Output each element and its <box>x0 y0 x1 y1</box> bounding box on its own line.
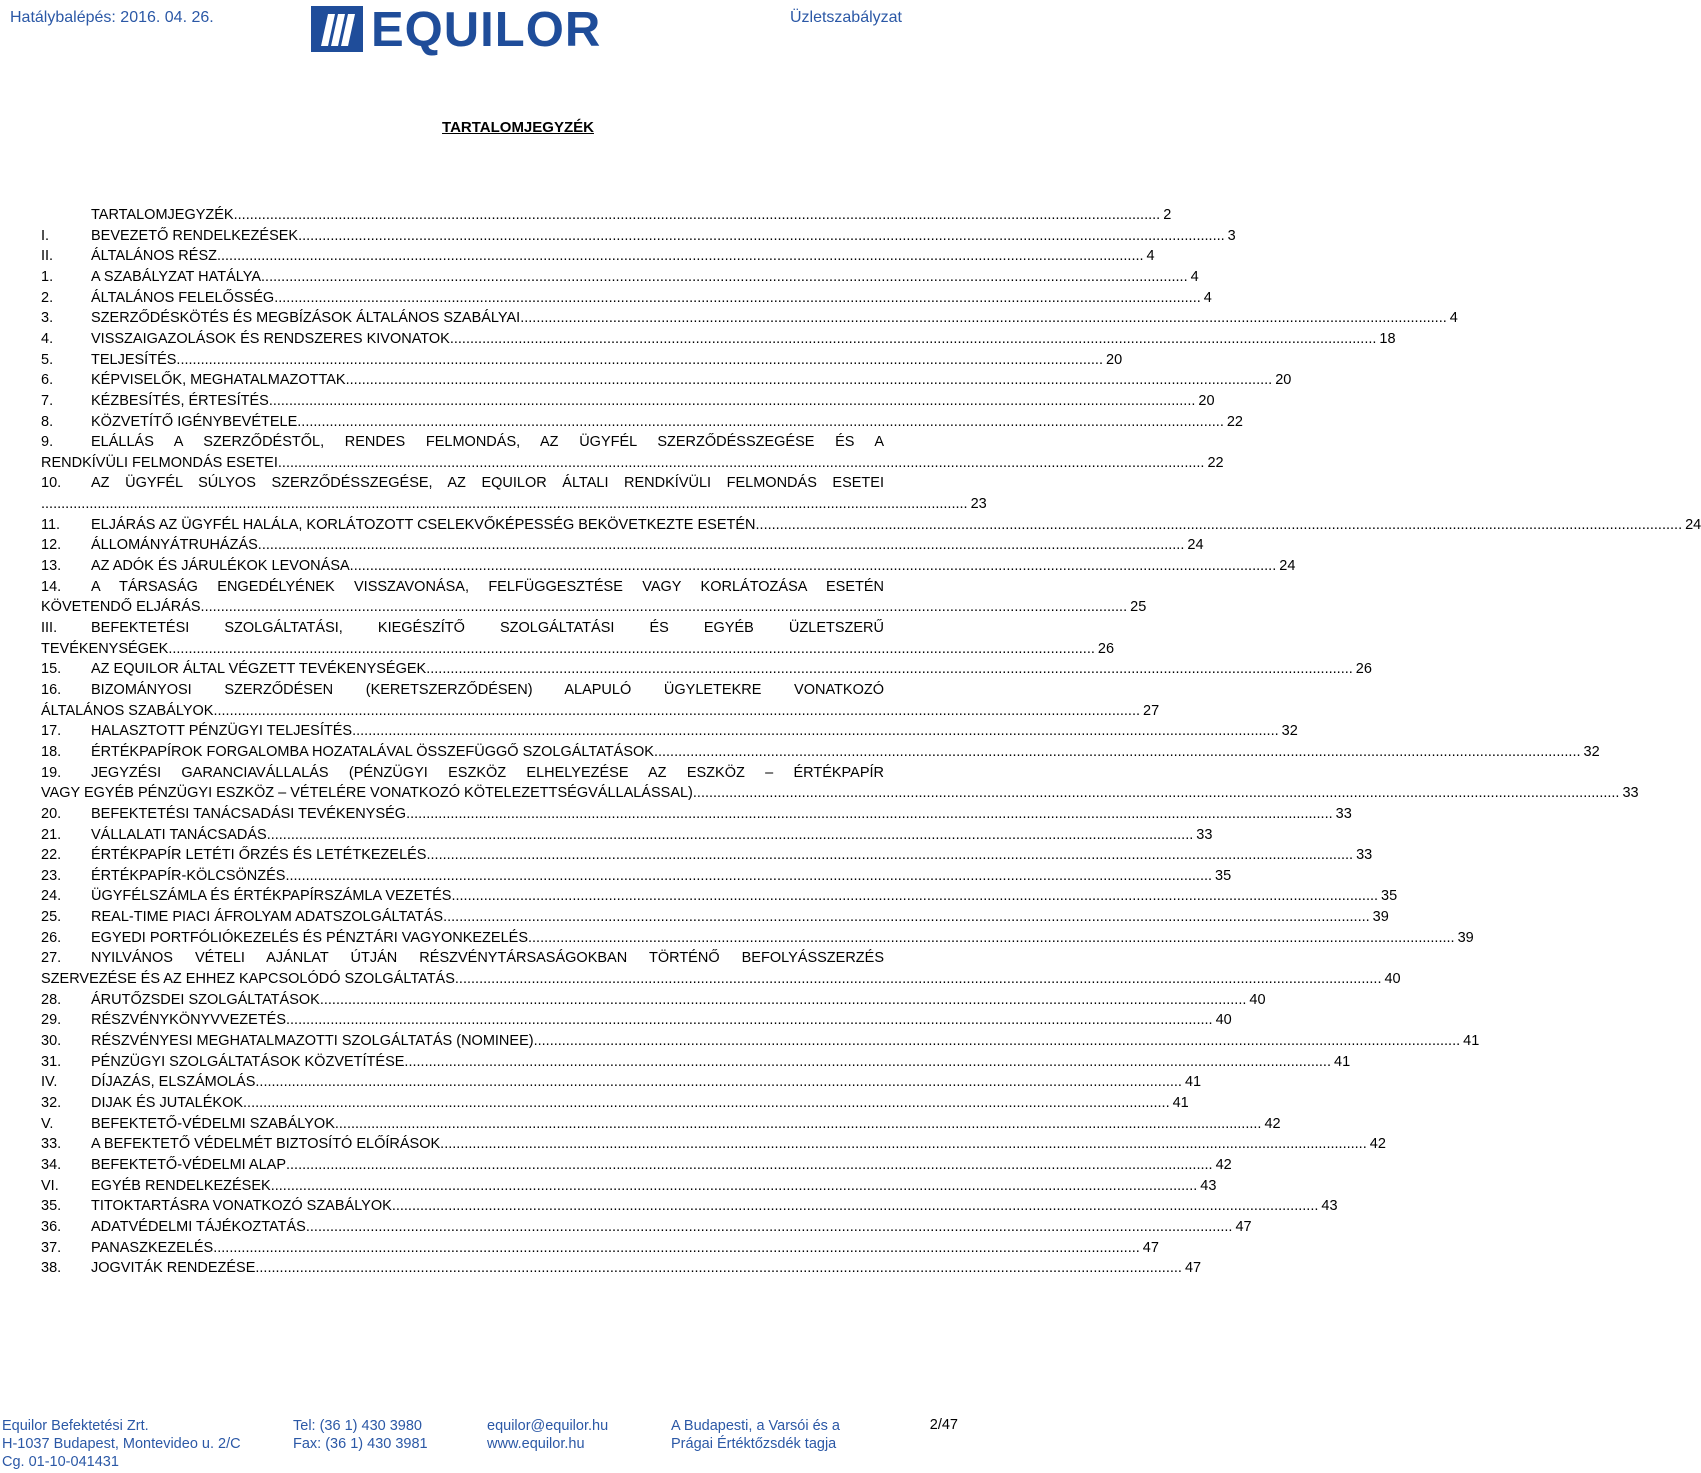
toc-entry-page: 24 <box>1187 537 1204 554</box>
toc-entry-number: 10. <box>41 475 62 492</box>
toc-entry[interactable] <box>41 226 1236 246</box>
toc-entry-title: ÁRUTŐZSDEI SZOLGÁLTATÁSOK <box>91 991 320 1008</box>
toc-entry-page: 47 <box>1142 1239 1159 1256</box>
toc-entry-title: ÁLLOMÁNYÁTRUHÁZÁS <box>91 537 258 554</box>
toc-entry[interactable] <box>41 329 1396 349</box>
toc-entry-title: ÉRTÉKPAPÍROK FORGALOMBA HOZATALÁVAL ÖSSZEFÜGGŐ SZOLGÁLTATÁSOK <box>91 743 654 760</box>
toc-entry-page: 24 <box>1685 516 1701 533</box>
toc-entry-title: PÉNZÜGYI SZOLGÁLTATÁSOK KÖZVETÍTÉSE <box>91 1053 405 1070</box>
toc-entry[interactable] <box>41 804 1352 824</box>
toc-leader-dots <box>404 1052 1331 1072</box>
toc-leader-dots <box>440 1134 1367 1154</box>
document-name: Üzletszabályzat <box>789 9 902 26</box>
toc-entry-number: 22. <box>41 847 62 864</box>
toc-entry-title: BEFEKTETŐ-VÉDELMI SZABÁLYOK <box>91 1115 335 1132</box>
toc-entry-number: 4. <box>41 330 54 347</box>
toc-entry-page: 27 <box>1143 702 1160 719</box>
toc-entry[interactable] <box>41 1072 1202 1092</box>
toc-entry[interactable] <box>41 246 1155 266</box>
toc-entry-number: 26. <box>41 929 62 946</box>
toc-entry-number: 31. <box>41 1053 62 1070</box>
toc-entry-page: 41 <box>1184 1074 1202 1091</box>
toc-entry-title: ÁLTALÁNOS FELELŐSSÉG <box>91 289 275 306</box>
toc-entry-number: V. <box>41 1115 54 1132</box>
toc-leader-dots <box>443 907 1370 927</box>
toc-leader-dots <box>255 1258 1182 1278</box>
toc-entry-page: 32 <box>1281 723 1298 740</box>
toc-entry-number: 32. <box>41 1094 62 1111</box>
toc-leader-dots <box>406 804 1333 824</box>
toc-entry[interactable] <box>41 1217 1252 1237</box>
toc-entry-page: 22 <box>1226 413 1243 430</box>
toc-entry-title: BEFEKTETÉSI TANÁCSADÁSI TEVÉKENYSÉG <box>91 805 407 822</box>
toc-entry-number: 37. <box>41 1239 62 1256</box>
toc-entry-title-continued: TEVÉKENYSÉGEK <box>41 640 169 657</box>
toc-leader-dots <box>213 701 1140 721</box>
toc-entry-number: VI. <box>41 1177 59 1194</box>
toc-entry-page: 39 <box>1372 909 1389 926</box>
toc-entry[interactable] <box>41 721 1298 741</box>
toc-entry[interactable] <box>41 886 1398 906</box>
page-title: TARTALOMJEGYZÉK <box>442 119 594 136</box>
toc-entry-page: 20 <box>1275 372 1292 389</box>
toc-entry-title: A SZABÁLYZAT HATÁLYA <box>91 268 262 285</box>
toc-entry[interactable] <box>41 866 1232 886</box>
toc-entry-page: 2 <box>1163 207 1172 223</box>
toc-entry-number: 21. <box>41 826 62 843</box>
toc-entry-title: ELÁLLÁS A SZERZŐDÉSTŐL, RENDES FELMONDÁS, AZ ÜGYFÉL SZERZŐDÉSSZEGÉSE ÉS A <box>91 434 884 451</box>
toc-entry[interactable] <box>41 742 1600 762</box>
toc-entry-number: 13. <box>41 558 62 575</box>
toc-leader-dots <box>426 659 1353 679</box>
toc-entry-title: VÁLLALATI TANÁCSADÁS <box>91 826 267 843</box>
toc-entry[interactable] <box>41 825 1213 845</box>
toc-entry-title: BIZOMÁNYOSI SZERZŐDÉSEN (KERETSZERZŐDÉSEN) ALAPULÓ ÜGYLETEKRE VONATKOZÓ <box>91 681 884 698</box>
toc-entry[interactable] <box>41 680 884 700</box>
toc-entry-number: 6. <box>41 372 54 389</box>
toc-entry-number: 9. <box>41 434 54 451</box>
toc-entry-title: KÉZBESÍTÉS, ÉRTESÍTÉS <box>91 392 269 409</box>
toc-entry-continuation[interactable] <box>41 969 1401 989</box>
toc-entry-title-continued: SZERVEZÉSE ÉS AZ EHHEZ KAPCSOLÓDÓ SZOLGÁLTATÁS <box>41 971 455 988</box>
toc-entry-number: 2. <box>41 289 54 306</box>
toc-entry-page: 43 <box>1200 1177 1217 1194</box>
toc-entry-title: EGYÉB RENDELKEZÉSEK <box>91 1177 271 1194</box>
toc-entry-page: 4 <box>1190 268 1199 285</box>
toc-entry-continuation[interactable] <box>41 494 987 514</box>
toc-entry-number: 20. <box>41 805 62 822</box>
toc-entry-title: RÉSZVÉNYKÖNYVVEZETÉS <box>91 1012 286 1029</box>
toc-leader-dots <box>756 515 1683 535</box>
toc-entry-page: 41 <box>1172 1094 1189 1111</box>
toc-leader-dots <box>455 969 1382 989</box>
footer-membership-block <box>671 1417 840 1453</box>
toc-entry-title: EGYEDI PORTFÓLIÓKEZELÉS ÉS PÉNZTÁRI VAGYONKEZELÉS <box>91 929 528 946</box>
toc-entry-title: TITOKTARTÁSRA VONATKOZÓ SZABÁLYOK <box>91 1198 392 1215</box>
toc-leader-dots <box>278 453 1205 473</box>
toc-leader-dots <box>450 329 1377 349</box>
toc-leader-dots <box>261 267 1188 287</box>
toc-entry[interactable] <box>41 1238 1159 1258</box>
toc-entry-title-continued: ÁLTALÁNOS SZABÁLYOK <box>41 702 214 719</box>
toc-entry-page: 26 <box>1355 661 1372 678</box>
toc-entry[interactable] <box>41 1155 1232 1175</box>
toc-entry-continuation[interactable] <box>41 597 1147 617</box>
toc-leader-dots <box>243 1093 1170 1113</box>
toc-entry-number: 12. <box>41 537 62 554</box>
toc-entry-page: 4 <box>1146 248 1155 265</box>
toc-entry-page: 4 <box>1449 310 1458 327</box>
toc-entry[interactable] <box>41 577 884 597</box>
toc-entry-title-continued: VAGY EGYÉB PÉNZÜGYI ESZKÖZ – VÉTELÉRE VONATKOZÓ KÖTELEZETTSÉGVÁLLALÁSSAL) <box>41 785 693 802</box>
footer-registration: Cg. 01-10-041431 <box>2 1454 119 1470</box>
toc-entry-page: 33 <box>1196 826 1213 843</box>
toc-entry-page: 22 <box>1207 454 1224 471</box>
toc-leader-dots <box>267 825 1194 845</box>
toc-entry-title: BEFEKTETÉSI SZOLGÁLTATÁSI, KIEGÉSZÍTŐ SZOLGÁLTATÁSI ÉS EGYÉB ÜZLETSZERŰ <box>91 620 884 636</box>
footer-web[interactable]: www.equilor.hu <box>487 1436 585 1452</box>
toc-entry-title: BEVEZETŐ RENDELKEZÉSEK <box>91 227 299 244</box>
toc-entry[interactable] <box>41 556 1296 576</box>
logo-mark-icon <box>311 6 363 52</box>
toc-entry-title: ÉRTÉKPAPÍR LETÉTI ŐRZÉS ÉS LETÉTKEZELÉS <box>91 847 427 864</box>
footer-email[interactable]: equilor@equilor.hu <box>487 1418 609 1434</box>
toc-entry-number: I. <box>41 227 50 244</box>
toc-entry[interactable] <box>41 288 1212 308</box>
toc-entry-number: 27. <box>41 950 62 967</box>
toc-entry[interactable] <box>41 205 1172 225</box>
toc-entry-number: 19. <box>41 764 62 781</box>
toc-entry-page: 33 <box>1335 805 1352 822</box>
toc-leader-dots <box>426 845 1353 865</box>
toc-entry[interactable] <box>41 659 1372 679</box>
toc-leader-dots <box>255 1072 1182 1092</box>
toc-leader-dots <box>41 494 968 514</box>
toc-entry[interactable] <box>41 370 1292 390</box>
toc-entry-number: 5. <box>41 351 54 368</box>
toc-entry[interactable] <box>41 1031 1480 1051</box>
footer-company-block <box>2 1417 241 1471</box>
toc-leader-dots <box>217 246 1144 266</box>
toc-entry[interactable] <box>41 845 1373 865</box>
toc-entry[interactable] <box>41 432 884 452</box>
page-footer <box>0 1414 960 1473</box>
toc-entry-page: 42 <box>1264 1115 1281 1132</box>
toc-entry-title: JEGYZÉSI GARANCIAVÁLLALÁS (PÉNZÜGYI ESZKÖZ ELHELYEZÉSE AZ ESZKÖZ – ÉRTÉKPAPÍR <box>91 764 884 781</box>
toc-entry-title: ÜGYFÉLSZÁMLA ÉS ÉRTÉKPAPÍRSZÁMLA VEZETÉS <box>91 888 452 905</box>
effective-date: Hatálybalépés: 2016. 04. 26. <box>10 9 214 26</box>
toc-entry-page: 33 <box>1356 847 1373 864</box>
toc-entry-title: ADATVÉDELMI TÁJÉKOZTATÁS <box>91 1218 306 1235</box>
toc-entry[interactable] <box>41 763 884 783</box>
toc-leader-dots <box>286 1010 1213 1030</box>
toc-entry-page: 40 <box>1384 971 1401 988</box>
toc-entry-title: BEFEKTETŐ-VÉDELMI ALAP <box>91 1156 286 1173</box>
toc-entry-page: 35 <box>1381 888 1398 905</box>
toc-leader-dots <box>269 391 1196 411</box>
page-header <box>0 0 960 60</box>
toc-entry-number: 3. <box>41 310 54 327</box>
toc-entry-title: SZERZŐDÉSKÖTÉS ÉS MEGBÍZÁSOK ÁLTALÁNOS SZABÁLYAI <box>91 310 521 327</box>
toc-entry-page: 41 <box>1463 1033 1480 1049</box>
toc-entry-number: 14. <box>41 578 62 595</box>
toc-entry[interactable] <box>41 473 884 493</box>
toc-leader-dots <box>168 639 1095 659</box>
footer-contact-block <box>487 1417 608 1453</box>
toc-leader-dots <box>534 1031 1461 1051</box>
toc-entry-number: 16. <box>41 681 62 698</box>
toc-entry-page: 23 <box>970 496 987 513</box>
toc-leader-dots <box>306 1217 1233 1237</box>
toc-entry-page: 25 <box>1130 599 1147 616</box>
toc-entry[interactable] <box>41 267 1199 287</box>
toc-entry[interactable] <box>41 928 1474 948</box>
toc-entry-number: 28. <box>41 991 62 1008</box>
toc-entry-page: 24 <box>1279 558 1296 575</box>
toc-leader-dots <box>654 742 1581 762</box>
toc-entry[interactable] <box>41 1258 1202 1278</box>
toc-entry-title: REAL-TIME PIACI ÁFROLYAM ADATSZOLGÁLTATÁS <box>91 909 444 926</box>
toc-entry[interactable] <box>41 350 1123 370</box>
toc-entry-number: 33. <box>41 1136 62 1153</box>
toc-entry[interactable] <box>41 1052 1351 1072</box>
toc-entry-title: RÉSZVÉNYESI MEGHATALMAZOTTI SZOLGÁLTATÁS (NOMINEE) <box>91 1033 534 1049</box>
toc-entry-number: 29. <box>41 1012 62 1029</box>
toc-entry-page: 20 <box>1106 351 1123 368</box>
toc-entry-title: TELJESÍTÉS <box>91 351 177 368</box>
toc-entry-page: 39 <box>1457 929 1474 946</box>
toc-leader-dots <box>285 866 1212 886</box>
toc-leader-dots <box>274 288 1201 308</box>
toc-entry-page: 20 <box>1198 392 1215 409</box>
toc-entry-number: 15. <box>41 661 62 678</box>
toc-leader-dots <box>352 721 1279 741</box>
toc-leader-dots <box>258 535 1185 555</box>
toc-entry-title: AZ ÜGYFÉL SÚLYOS SZERZŐDÉSSZEGÉSE, AZ EQUILOR ÁLTALI RENDKÍVÜLI FELMONDÁS ESETEI <box>91 475 884 492</box>
toc-leader-dots <box>693 783 1620 803</box>
toc-entry-number: 1. <box>41 268 54 285</box>
toc-entry-number: 34. <box>41 1156 62 1173</box>
toc-entry-page: 32 <box>1583 743 1600 760</box>
toc-entry-title: DIJAK ÉS JUTALÉKOK <box>91 1094 244 1111</box>
toc-entry-title: KÖZVETÍTŐ IGÉNYBEVÉTELE <box>91 413 298 430</box>
toc-entry-continuation[interactable] <box>41 783 1639 803</box>
toc-entry-number: III. <box>41 620 58 636</box>
footer-member-line1: A Budapesti, a Varsói és a <box>671 1418 841 1434</box>
toc-entry[interactable] <box>41 1176 1217 1196</box>
footer-tel: Tel: (36 1) 430 3980 <box>293 1418 422 1434</box>
toc-entry-page: 3 <box>1227 227 1236 244</box>
toc-entry[interactable] <box>41 990 1266 1010</box>
toc-entry[interactable] <box>41 391 1215 411</box>
toc-entry-number: 8. <box>41 413 54 430</box>
toc-entry-number: 36. <box>41 1218 62 1235</box>
toc-entry-number: 17. <box>41 723 62 740</box>
toc-leader-dots <box>176 350 1103 370</box>
toc-entry-title: DÍJAZÁS, ELSZÁMOLÁS <box>91 1074 256 1091</box>
footer-address: H-1037 Budapest, Montevideo u. 2/C <box>2 1436 241 1452</box>
toc-leader-dots <box>213 1238 1140 1258</box>
toc-entry-page: 40 <box>1215 1012 1232 1029</box>
toc-leader-dots <box>392 1196 1319 1216</box>
toc-entry-page: 4 <box>1203 289 1212 306</box>
toc-entry-number: 38. <box>41 1260 62 1277</box>
toc-entry-number: 25. <box>41 909 62 926</box>
toc-entry-title: JOGVITÁK RENDEZÉSE <box>91 1260 256 1277</box>
toc-entry[interactable] <box>41 907 1389 927</box>
toc-entry-title: A TÁRSASÁG ENGEDÉLYÉNEK VISSZAVONÁSA, FELFÜGGESZTÉSE VAGY KORLÁTOZÁSA ESETÉN <box>91 578 884 595</box>
toc-entry-page: 26 <box>1097 640 1115 657</box>
toc-leader-dots <box>298 226 1225 246</box>
toc-entry-number: 24. <box>41 888 62 905</box>
equilor-logo <box>311 3 602 57</box>
toc-leader-dots <box>350 556 1277 576</box>
footer-company: Equilor Befektetési Zrt. <box>2 1418 149 1434</box>
toc-leader-dots <box>201 597 1128 617</box>
toc-entry-page: 41 <box>1334 1053 1351 1070</box>
footer-member-line2: Prágai Értéktőzsdék tagja <box>671 1436 837 1452</box>
toc-entry[interactable] <box>41 1093 1189 1113</box>
toc-leader-dots <box>335 1114 1262 1134</box>
toc-entry-title: KÉPVISELŐK, MEGHATALMAZOTTAK <box>91 372 346 389</box>
toc-leader-dots <box>271 1176 1198 1196</box>
footer-phone-block <box>293 1417 428 1453</box>
toc-entry-continuation[interactable] <box>41 701 1160 721</box>
toc-leader-dots <box>286 1155 1213 1175</box>
toc-entry-title: TARTALOMJEGYZÉK <box>91 207 234 223</box>
toc-entry[interactable] <box>41 948 884 968</box>
toc-entry-title: HALASZTOTT PÉNZÜGYI TELJESÍTÉS <box>91 723 353 740</box>
toc-entry[interactable] <box>41 618 884 638</box>
toc-entry[interactable] <box>41 515 1701 535</box>
toc-entry[interactable] <box>41 412 1243 432</box>
toc-entry[interactable] <box>41 1114 1281 1134</box>
toc-entry-page: 42 <box>1215 1156 1232 1173</box>
toc-entry[interactable] <box>41 1010 1232 1030</box>
toc-entry-number: 23. <box>41 867 62 884</box>
toc-entry-number: II. <box>41 248 54 265</box>
toc-entry-title: PANASZKEZELÉS <box>91 1239 214 1256</box>
toc-entry-number: 30. <box>41 1033 62 1049</box>
toc-leader-dots <box>320 990 1247 1010</box>
toc-leader-dots <box>297 412 1224 432</box>
toc-entry[interactable] <box>41 535 1204 555</box>
toc-entry-title: ÉRTÉKPAPÍR-KÖLCSÖNZÉS <box>91 867 286 884</box>
toc-entry-page: 47 <box>1184 1260 1202 1277</box>
toc-leader-dots <box>528 928 1455 948</box>
toc-entry-number: 18. <box>41 743 62 760</box>
toc-entry-title-continued: KÖVETENDŐ ELJÁRÁS <box>41 599 201 616</box>
toc-entry-title: NYILVÁNOS VÉTELI AJÁNLAT ÚTJÁN RÉSZVÉNYTÁRSASÁGOKBAN TÖRTÉNŐ BEFOLYÁSSZERZÉS <box>91 950 884 967</box>
toc-entry-continuation[interactable] <box>41 453 1224 473</box>
toc-entry-title: ÁLTALÁNOS RÉSZ <box>91 248 217 265</box>
toc-entry-continuation[interactable] <box>41 639 1115 659</box>
toc-entry-page: 40 <box>1249 991 1266 1008</box>
toc-leader-dots <box>520 308 1447 328</box>
toc-leader-dots <box>234 205 1161 225</box>
toc-entry[interactable] <box>41 308 1458 328</box>
toc-entry-page: 18 <box>1379 330 1396 347</box>
toc-entry-number: 35. <box>41 1198 62 1215</box>
toc-entry-title: A BEFEKTETŐ VÉDELMÉT BIZTOSÍTÓ ELŐÍRÁSOK <box>91 1136 441 1153</box>
toc-entry-title: AZ EQUILOR ÁLTAL VÉGZETT TEVÉKENYSÉGEK <box>91 661 427 678</box>
toc-entry-title: AZ ADÓK ÉS JÁRULÉKOK LEVONÁSA <box>91 558 350 575</box>
toc-entry-number <box>41 205 91 225</box>
footer-fax: Fax: (36 1) 430 3981 <box>293 1436 428 1452</box>
toc-entry[interactable] <box>41 1134 1386 1154</box>
toc-entry-page: 43 <box>1321 1198 1338 1215</box>
toc-entry-page: 47 <box>1235 1218 1252 1235</box>
toc-entry-title: VISSZAIGAZOLÁSOK ÉS RENDSZERES KIVONATOK <box>91 330 450 347</box>
toc-entry-page: 35 <box>1215 867 1232 884</box>
toc-entry-page: 42 <box>1369 1136 1386 1153</box>
toc-leader-dots <box>346 370 1273 390</box>
toc-entry-number: IV. <box>41 1074 58 1091</box>
toc-entry[interactable] <box>41 1196 1338 1216</box>
toc-entry-number: 11. <box>41 516 61 533</box>
toc-entry-title: ELJÁRÁS AZ ÜGYFÉL HALÁLA, KORLÁTOZOTT CSELEKVŐKÉPESSÉG BEKÖVETKEZTE ESETÉN <box>91 516 756 533</box>
logo-text: EQUILOR <box>371 3 602 57</box>
toc-entry-title-continued: RENDKÍVÜLI FELMONDÁS ESETEI <box>41 454 278 471</box>
toc-entry-page: 33 <box>1622 785 1639 802</box>
page-number: 2/47 <box>929 1417 958 1433</box>
toc-leader-dots <box>451 886 1378 906</box>
toc-entry-number: 7. <box>41 392 54 409</box>
